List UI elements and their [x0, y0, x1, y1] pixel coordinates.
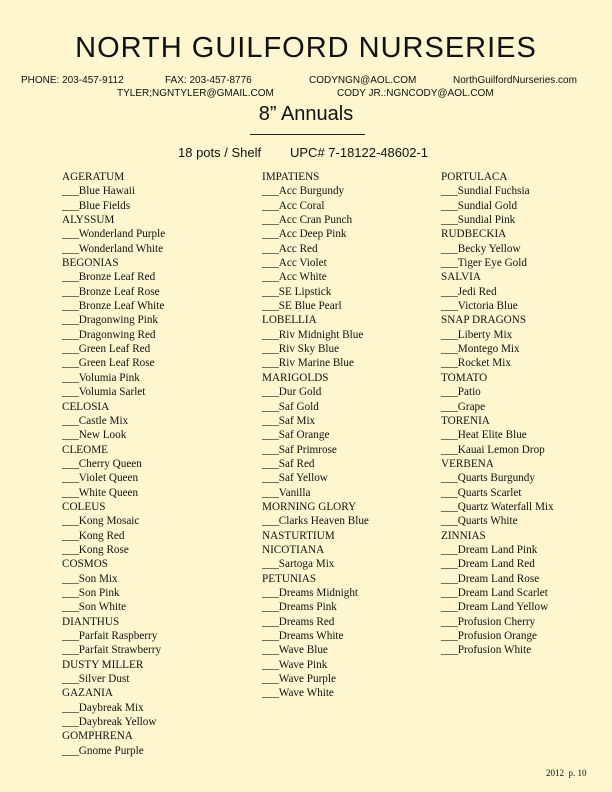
plant-item: ___ Victoria Blue	[441, 299, 554, 313]
plant-item: ___ Quartz Waterfall Mix	[441, 500, 554, 514]
category-heading: TOMATO	[441, 371, 488, 384]
plant-item: ___ Volumia Sarlet	[62, 385, 165, 399]
plant-item: ___ Acc Violet	[262, 256, 369, 270]
plant-item: ___ Saf Primrose	[262, 443, 369, 457]
plant-item: ___ Dream Land Yellow	[441, 600, 554, 614]
plant-item: ___ SE Lipstick	[262, 285, 369, 299]
plant-item: ___ Dragonwing Pink	[62, 313, 165, 327]
plant-item: ___ Profusion White	[441, 643, 554, 657]
plant-item: ___ Son Pink	[62, 586, 165, 600]
plant-item: ___ Dur Gold	[262, 385, 369, 399]
plant-item: ___ Son White	[62, 600, 165, 614]
category-heading: LOBELLIA	[262, 314, 317, 327]
plant-column-3	[441, 170, 554, 658]
plant-item: ___ Tiger Eye Gold	[441, 256, 554, 270]
category-heading: PORTULACA	[441, 171, 508, 183]
plant-item: ___ Grape	[441, 400, 554, 414]
plant-item: ___ Acc Cran Punch	[262, 213, 369, 227]
plant-item: ___ Cherry Queen	[62, 457, 165, 471]
page-title: NORTH GUILFORD NURSERIES	[75, 32, 537, 64]
plant-item: ___ Bronze Leaf Red	[62, 270, 165, 284]
plant-item: ___ Saf Orange	[262, 428, 369, 442]
plant-item: ___ New Look	[62, 428, 165, 442]
plant-item: ___ Gnome Purple	[62, 744, 165, 758]
email-tyler[interactable]: TYLER;NGNTYLER@GMAIL.COM	[117, 88, 274, 99]
plant-item: ___ Parfait Raspberry	[62, 629, 165, 643]
category-heading: MORNING GLORY	[262, 500, 357, 513]
plant-item: ___ Violet Queen	[62, 471, 165, 485]
plant-item: ___ Silver Dust	[62, 672, 165, 686]
category-heading: TORENIA	[441, 414, 490, 427]
plant-item: ___ Sundial Fuchsia	[441, 184, 554, 198]
plant-item: ___ Saf Gold	[262, 400, 369, 414]
plant-item: ___ Liberty Mix	[441, 328, 554, 342]
plant-item: ___ Castle Mix	[62, 414, 165, 428]
plant-item: ___ Acc Deep Pink	[262, 227, 369, 241]
plant-item: ___ Patio	[441, 385, 554, 399]
footer-year: 2012	[546, 768, 564, 778]
plant-item: ___ Son Mix	[62, 572, 165, 586]
plant-item: ___ Dreams Midnight	[262, 586, 369, 600]
category-heading: ALYSSUM	[62, 214, 115, 227]
plant-item: ___ Jedi Red	[441, 285, 554, 299]
plant-column-1	[62, 170, 165, 758]
plant-item: ___ Daybreak Mix	[62, 701, 165, 715]
title-underline	[250, 134, 365, 135]
plant-item: ___ Dreams White	[262, 629, 369, 643]
plant-item: ___ Parfait Strawberry	[62, 643, 165, 657]
plant-item: ___ Saf Red	[262, 457, 369, 471]
plant-item: ___ Clarks Heaven Blue	[262, 514, 369, 528]
category-heading: AGERATUM	[62, 171, 125, 183]
plant-item: ___ Wave White	[262, 686, 369, 700]
plant-item: ___ White Queen	[62, 486, 165, 500]
plant-item: ___ Vanilla	[262, 486, 369, 500]
plant-item: ___ Sartoga Mix	[262, 557, 369, 571]
plant-item: ___ Acc Burgundy	[262, 184, 369, 198]
plant-item: ___ Wave Purple	[262, 672, 369, 686]
category-heading: NICOTIANA	[262, 543, 325, 556]
plant-item: ___ Quarts Burgundy	[441, 471, 554, 485]
category-heading: CLEOME	[62, 443, 108, 456]
plant-item: ___ Wave Pink	[262, 658, 369, 672]
plant-item: ___ Acc Red	[262, 242, 369, 256]
category-heading: CELOSIA	[62, 400, 110, 413]
category-heading: COSMOS	[62, 558, 109, 571]
plant-item: ___ Riv Marine Blue	[262, 356, 369, 370]
plant-item: ___ Saf Yellow	[262, 471, 369, 485]
category-heading: ZINNIAS	[441, 529, 486, 542]
plant-item: ___ Wave Blue	[262, 643, 369, 657]
category-heading: RUDBECKIA	[441, 228, 507, 241]
plant-item: ___ Dream Land Pink	[441, 543, 554, 557]
plant-item: ___ Riv Sky Blue	[262, 342, 369, 356]
plant-item: ___ Acc White	[262, 270, 369, 284]
category-heading: BEGONIAS	[62, 257, 119, 270]
plant-item: ___ Quarts Scarlet	[441, 486, 554, 500]
plant-item: ___ Wonderland Purple	[62, 227, 165, 241]
plant-column-2	[262, 170, 369, 701]
plant-item: ___ Green Leaf Rose	[62, 356, 165, 370]
plant-item: ___ Green Leaf Red	[62, 342, 165, 356]
category-heading: NASTURTIUM	[262, 529, 335, 542]
plant-item: ___ Dreams Red	[262, 615, 369, 629]
plant-item: ___ Bronze Leaf White	[62, 299, 165, 313]
plant-item: ___ Heat Elite Blue	[441, 428, 554, 442]
category-heading: GOMPHRENA	[62, 730, 133, 743]
plant-item: ___ Montego Mix	[441, 342, 554, 356]
category-heading: GAZANIA	[62, 687, 113, 700]
website-link[interactable]: NorthGuilfordNurseries.com	[453, 75, 577, 86]
page-footer	[546, 768, 587, 778]
plant-item: ___ Becky Yellow	[441, 242, 554, 256]
plant-item: ___ SE Blue Pearl	[262, 299, 369, 313]
upc-code: UPC# 7-18122-48602-1	[290, 145, 429, 160]
category-heading: PETUNIAS	[262, 572, 317, 585]
plant-item: ___ Kong Mosaic	[62, 514, 165, 528]
plant-item: ___ Blue Hawaii	[62, 184, 165, 198]
plant-item: ___ Dreams Pink	[262, 600, 369, 614]
plant-item: ___ Dragonwing Red	[62, 328, 165, 342]
plant-item: ___ Quarts White	[441, 514, 554, 528]
email-cody-jr[interactable]: CODY JR.:NGNCODY@AOL.COM	[337, 88, 494, 99]
plant-item: ___ Kong Rose	[62, 543, 165, 557]
pots-per-shelf: 18 pots / Shelf	[178, 145, 262, 160]
plant-item: ___ Acc Coral	[262, 199, 369, 213]
fax-number: FAX: 203-457-8776	[165, 75, 252, 86]
plant-item: ___ Kauai Lemon Drop	[441, 443, 554, 457]
plant-item: ___ Saf Mix	[262, 414, 369, 428]
category-heading: DUSTY MILLER	[62, 658, 144, 671]
plant-item: ___ Blue Fields	[62, 199, 165, 213]
footer-page: p. 10	[568, 768, 587, 778]
plant-item: ___ Sundial Pink	[441, 213, 554, 227]
plant-item: ___ Sundial Gold	[441, 199, 554, 213]
category-heading: COLEUS	[62, 500, 106, 513]
category-heading: SNAP DRAGONS	[441, 314, 527, 327]
category-heading: SALVIA	[441, 271, 481, 284]
plant-item: ___ Dream Land Rose	[441, 572, 554, 586]
plant-item: ___ Kong Red	[62, 529, 165, 543]
plant-item: ___ Daybreak Yellow	[62, 715, 165, 729]
category-heading: VERBENA	[441, 457, 494, 470]
plant-item: ___ Riv Midnight Blue	[262, 328, 369, 342]
plant-item: ___ Dream Land Red	[441, 557, 554, 571]
phone-number: PHONE: 203-457-9112	[21, 75, 124, 86]
plant-item: ___ Bronze Leaf Rose	[62, 285, 165, 299]
section-title: 8” Annuals	[258, 103, 354, 125]
plant-item: ___ Dream Land Scarlet	[441, 586, 554, 600]
plant-item: ___ Volumia Pink	[62, 371, 165, 385]
plant-item: ___ Rocket Mix	[441, 356, 554, 370]
category-heading: IMPATIENS	[262, 171, 320, 183]
plant-item: ___ Profusion Cherry	[441, 615, 554, 629]
plant-item: ___ Wonderland White	[62, 242, 165, 256]
category-heading: DIANTHUS	[62, 615, 120, 628]
category-heading: MARIGOLDS	[262, 371, 329, 384]
email-cody[interactable]: CODYNGN@AOL.COM	[309, 75, 417, 86]
plant-item: ___ Profusion Orange	[441, 629, 554, 643]
